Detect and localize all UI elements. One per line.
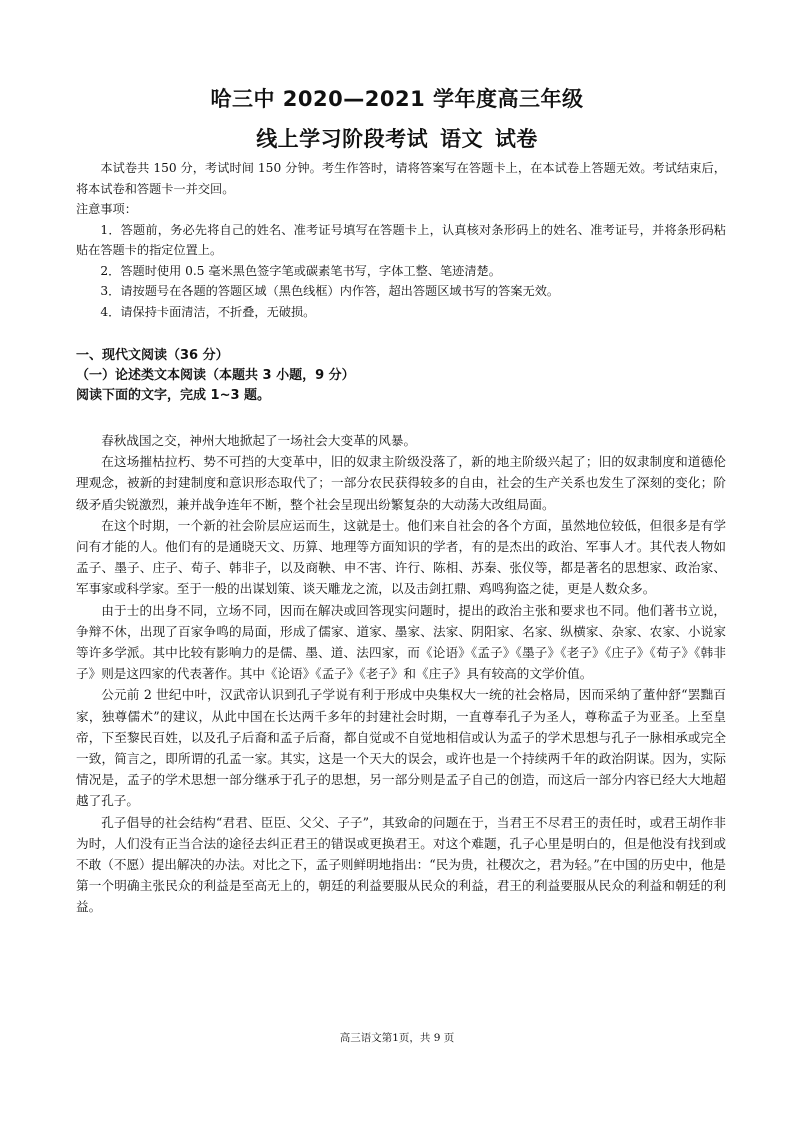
page-footer: 高三语文第1页，共 9 页	[339, 1032, 455, 1044]
passage-paragraph: 公元前 2 世纪中叶，汉武帝认识到孔子学说有利于形成中央集权大一统的社会格局，因而采纳了董仲舒“罢黜百家，独尊儒术”的建议，从此中国在长达两千多年的封建社会时期，一直尊奉孔子为圣人，尊称孟子为亚圣。上至皇帝，下至黎民百姓，以及孔子后裔和孟子后裔，都自觉或不自觉地相信或认为孟子的学术思想与孔子一脉相承或完全一致，简言之，即所谓的孔孟一家。其实，这是一个天大的误会，或许也是一个持续两千年的政治阴谋。因为，实际情况是，孟子的学术思想一部分继承于孔子的思想，另一部分则是孟子自己的创造，而这后一部分内容已经大大地超越了孔子。	[76, 687, 726, 809]
exam-subject: 语文	[440, 126, 483, 151]
note-item: 3．请按题号在各题的答题区域（黑色线框）内作答，超出答题区域书写的答案无效。	[100, 284, 560, 298]
notes-heading: 注意事项：	[76, 202, 137, 216]
note-item: 1．答题前，务必先将自己的姓名、准考证号填写在答题卡上，认真核对条形码上的姓名、准考证号，并将条形码粘贴在答题卡的指定位置上。	[76, 222, 726, 257]
exam-title: 哈三中 2020—2021 学年度高三年级	[210, 87, 584, 111]
passage-paragraph: 在这场摧枯拉朽、势不可挡的大变革中，旧的奴隶主阶级没落了，新的地主阶级兴起了；旧的奴隶制度和道德伦理观念，被新的封建制度和意识形态取代了；一部分农民获得较多的自由，社会的生产关系也发生了深刻的变化；阶级矛盾尖锐激烈，兼并战争连年不断，整个社会呈现出纷繁复杂的大动荡大改组局面。	[76, 454, 726, 512]
note-item: 4．请保持卡面清洁，不折叠，无破损。	[100, 304, 316, 319]
passage-paragraph: 春秋战国之交，神州大地掀起了一场社会大变革的风暴。	[101, 433, 417, 448]
passage-paragraph: 孔子倡导的社会结构“君君、臣臣、父父、子子”，其致命的问题在于，当君王不尽君王的责任时，或君王胡作非为时，人们没有正当合法的途径去纠正君王的错误或更换君王。对这个难题，孔子心里是明白的，但是他没有找到或不敢（不愿）提出解决的办法。对比之下，孟子则鲜明地指出：“民为贵，社稷次之，君为轻。”在中国的历史中，他是第一个明确主张民众的利益是至高无上的，朝廷的利益要服从民众的利益，君王的利益要服从民众的利益和朝廷的利益。	[76, 814, 726, 915]
reading-passage	[76, 430, 726, 918]
section-heading: 一、现代文阅读（36 分）	[76, 348, 229, 363]
exam-subtitle	[0, 124, 794, 154]
passage-paragraph: 在这个时期，一个新的社会阶层应运而生，这就是士。他们来自社会的各个方面，虽然地位较低，但很多是有学问有才能的人。他们有的是通晓天文、历算、地理等方面知识的学者，有的是杰出的政治、军事人才。其代表人物如孟子、墨子、庄子、荀子、韩非子，以及商鞅、申不害、许行、陈相、苏秦、张仪等，都是著名的思想家、政治家、军事家或科学家。至于一般的出谋划策、谈天雕龙之流，以及击剑扛鼎、鸡鸣狗盗之徒，更是人数众多。	[76, 517, 726, 597]
subsection-heading: （一）论述类文本阅读（本题共 3 小题，9 分）	[76, 368, 355, 383]
exam-instructions	[76, 158, 726, 322]
note-item: 2．答题时使用 0.5 毫米黑色签字笔或碳素笔书写，字体工整、笔迹清楚。	[100, 263, 501, 278]
exam-subtitle-prefix: 线上学习阶段考试	[256, 127, 429, 151]
passage-paragraph: 由于士的出身不同，立场不同，因而在解决或回答现实问题时，提出的政治主张和要求也不同。他们著书立说，争辩不休，出现了百家争鸣的局面，形成了儒家、道家、墨家、法家、阴阳家、名家、纵横家、杂家、农家、小说家等许多学派。其中比较有影响力的是儒、墨、道、法四家，而《论语》《孟子》《墨子》《老子》《庄子》《荀子》《韩非子》则是这四家的代表著作。其中《论语》《孟子》《老子》和《庄子》具有较高的文学价值。	[76, 602, 726, 682]
reading-instruction: 阅读下面的文字，完成 1~3 题。	[76, 388, 271, 403]
exam-statement: 本试卷共 150 分，考试时间 150 分钟。考生作答时，请将答案写在答题卡上，在本试卷上答题无效。考试结束后，将本试卷和答题卡一并交回。	[76, 161, 726, 196]
exam-subtitle-suffix: 试卷	[494, 127, 538, 151]
